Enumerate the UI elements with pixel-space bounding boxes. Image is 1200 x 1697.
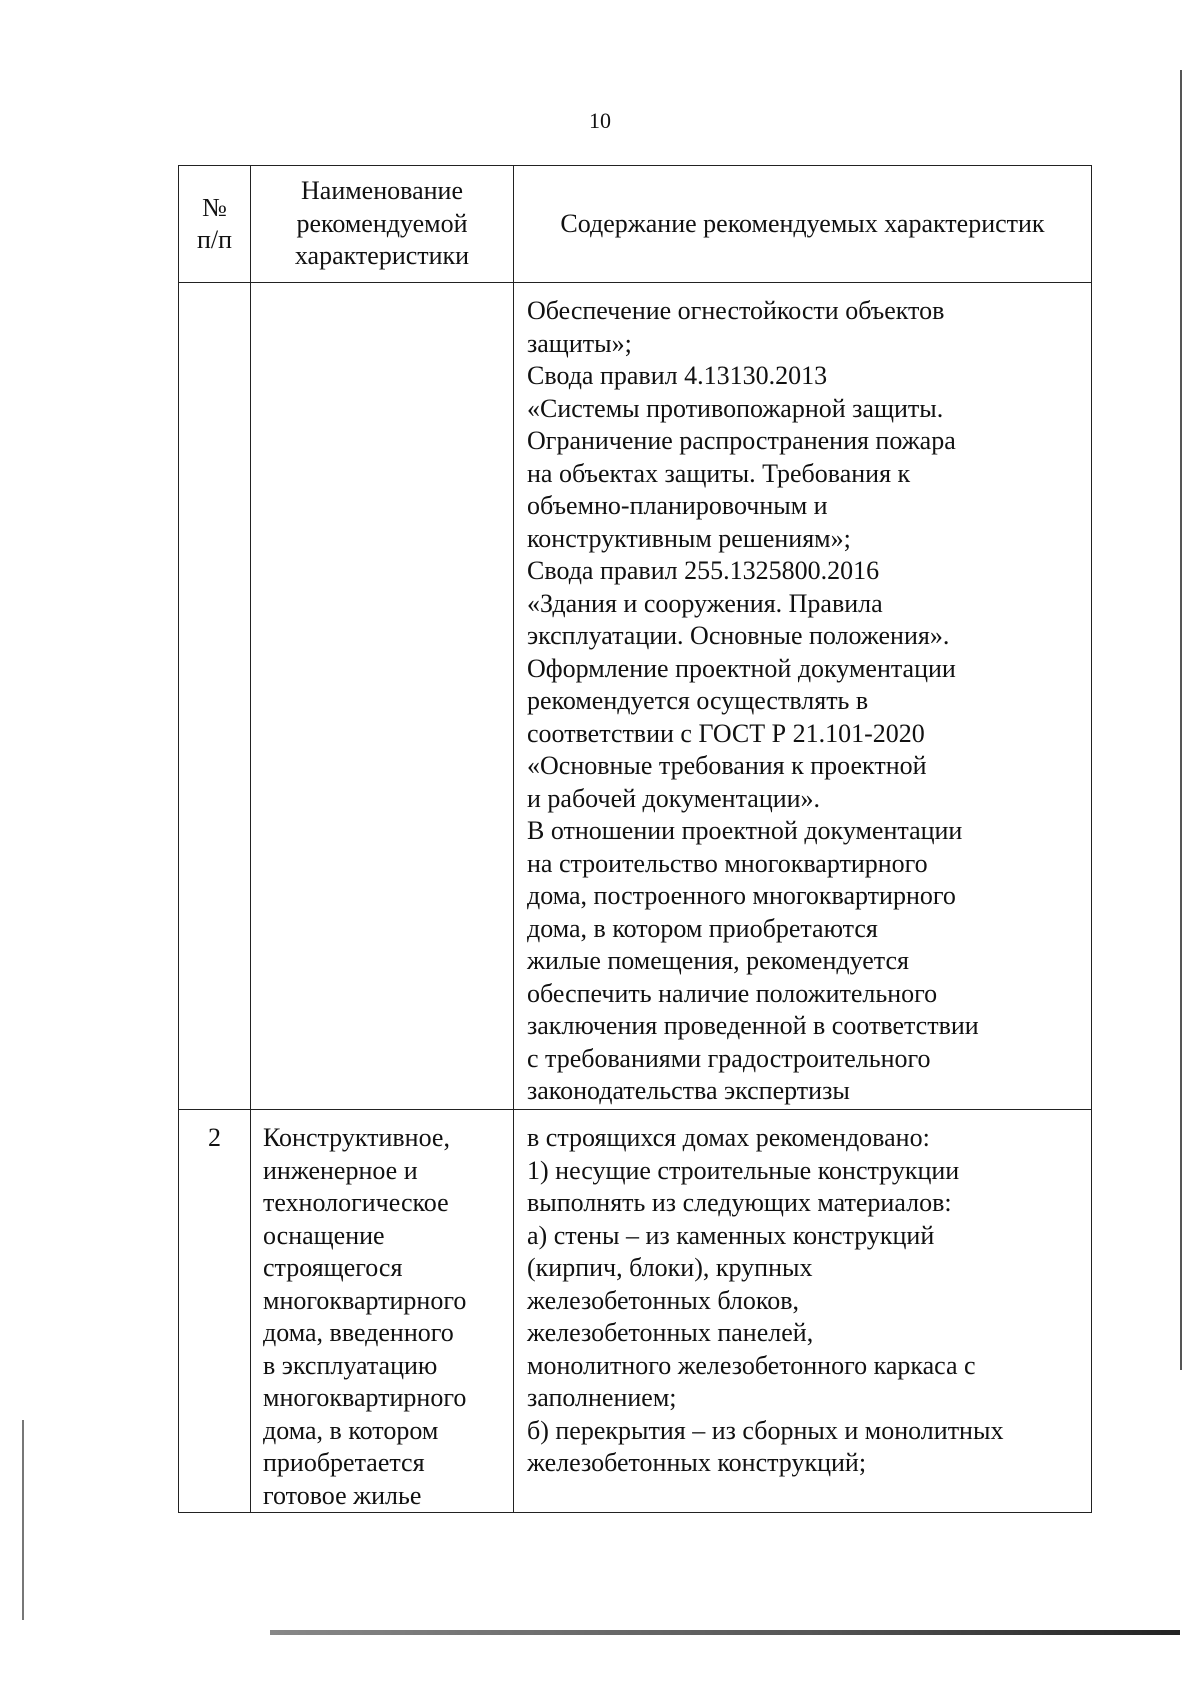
content-line: эксплуатации. Основные положения». xyxy=(527,621,950,650)
content-line: «Здания и сооружения. Правила xyxy=(527,588,883,618)
content-line: на строительство многоквартирного xyxy=(527,848,928,878)
content-line: Обеспечение огнестойкости объектов xyxy=(527,296,945,325)
content-line: Ограничение распространения пожара xyxy=(527,426,956,455)
content-line: защиты»; xyxy=(527,328,632,358)
header-name-line: Наименование xyxy=(301,176,463,206)
content-line: Оформление проектной документации xyxy=(527,653,956,683)
scan-edge-line xyxy=(270,1630,1180,1635)
content-line: законодательства экспертизы xyxy=(527,1076,850,1105)
content-line: б) перекрытия – из сборных и монолитных xyxy=(527,1415,1004,1445)
content-line: а) стены – из каменных конструкций xyxy=(527,1220,935,1250)
content-line: заполнением; xyxy=(527,1383,677,1412)
header-name-line: рекомендуемой xyxy=(296,208,468,238)
header-content-cell: Содержание рекомендуемых характеристик xyxy=(514,166,1092,283)
content-line: жилые помещения, рекомендуется xyxy=(527,946,909,975)
row-num-cell xyxy=(179,1110,251,1513)
content-line: железобетонных конструкций; xyxy=(527,1448,867,1477)
row-content-cell xyxy=(514,1110,1092,1513)
row-content xyxy=(514,283,1091,1108)
name-line: дома, в котором xyxy=(263,1415,439,1445)
row-name-cell xyxy=(251,1110,514,1513)
content-line: железобетонных панелей, xyxy=(527,1318,814,1347)
content-line: «Системы противопожарной защиты. xyxy=(527,393,944,423)
content-line: соответствии с ГОСТ Р 21.101-2020 xyxy=(527,718,925,748)
name-line: технологическое xyxy=(263,1188,449,1217)
table-row xyxy=(179,283,1092,1110)
content-line: с требованиями градостроительного xyxy=(527,1043,931,1073)
content-line: (кирпич, блоки), крупных xyxy=(527,1253,813,1282)
row-num xyxy=(179,283,250,295)
content-line: 1) несущие строительные конструкции xyxy=(527,1155,960,1185)
name-line: приобретается xyxy=(263,1448,425,1477)
name-line: оснащение xyxy=(263,1220,385,1250)
table-header-row xyxy=(179,166,1092,283)
name-line: готовое жилье xyxy=(263,1480,422,1510)
characteristics-table xyxy=(178,165,1092,1513)
table-row xyxy=(179,1110,1092,1513)
header-num-line: № xyxy=(202,192,227,222)
content-line: «Основные требования к проектной xyxy=(527,751,927,780)
content-line: железобетонных блоков, xyxy=(527,1285,799,1315)
content-line: в строящихся домах рекомендовано: xyxy=(527,1123,930,1152)
content-line: рекомендуется осуществлять в xyxy=(527,686,869,715)
content-line: конструктивным решениям»; xyxy=(527,523,851,553)
header-num-line: п/п xyxy=(196,225,233,254)
row-num-cell xyxy=(179,283,251,1110)
content-line: дома, построенного многоквартирного xyxy=(527,881,956,910)
name-line: многоквартирного xyxy=(263,1383,467,1412)
header-num-cell xyxy=(179,166,251,283)
row-num: 2 xyxy=(208,1123,221,1152)
name-line: дома, введенного xyxy=(263,1318,454,1347)
content-line: объемно-планировочным и xyxy=(527,491,828,520)
header-name-cell xyxy=(251,166,514,283)
scan-edge-line xyxy=(1180,70,1182,1370)
name-line: в эксплуатацию xyxy=(263,1350,438,1380)
content-line: заключения проведенной в соответствии xyxy=(527,1011,979,1040)
content-line: Свода правил 255.1325800.2016 xyxy=(527,556,880,585)
row-content xyxy=(514,1110,1091,1480)
row-name-cell xyxy=(251,283,514,1110)
name-line: Конструктивное, xyxy=(263,1123,450,1152)
name-line: инженерное и xyxy=(263,1155,418,1185)
content-line: дома, в котором приобретаются xyxy=(527,913,878,943)
content-line: и рабочей документации». xyxy=(527,783,821,813)
content-line: Свода правил 4.13130.2013 xyxy=(527,361,828,390)
content-line: монолитного железобетонного каркаса с xyxy=(527,1350,976,1380)
name-line: многоквартирного xyxy=(263,1285,467,1315)
page-number: 10 xyxy=(589,108,611,133)
row-name xyxy=(251,1110,513,1512)
content-line: обеспечить наличие положительного xyxy=(527,978,938,1008)
row-content-cell xyxy=(514,283,1092,1110)
name-line: строящегося xyxy=(263,1253,403,1282)
scan-edge-line xyxy=(22,1420,24,1620)
content-line: В отношении проектной документации xyxy=(527,816,963,845)
content-line: на объектах защиты. Требования к xyxy=(527,458,911,488)
header-name-line: характеристики xyxy=(294,241,470,271)
content-line: выполнять из следующих материалов: xyxy=(527,1188,952,1217)
